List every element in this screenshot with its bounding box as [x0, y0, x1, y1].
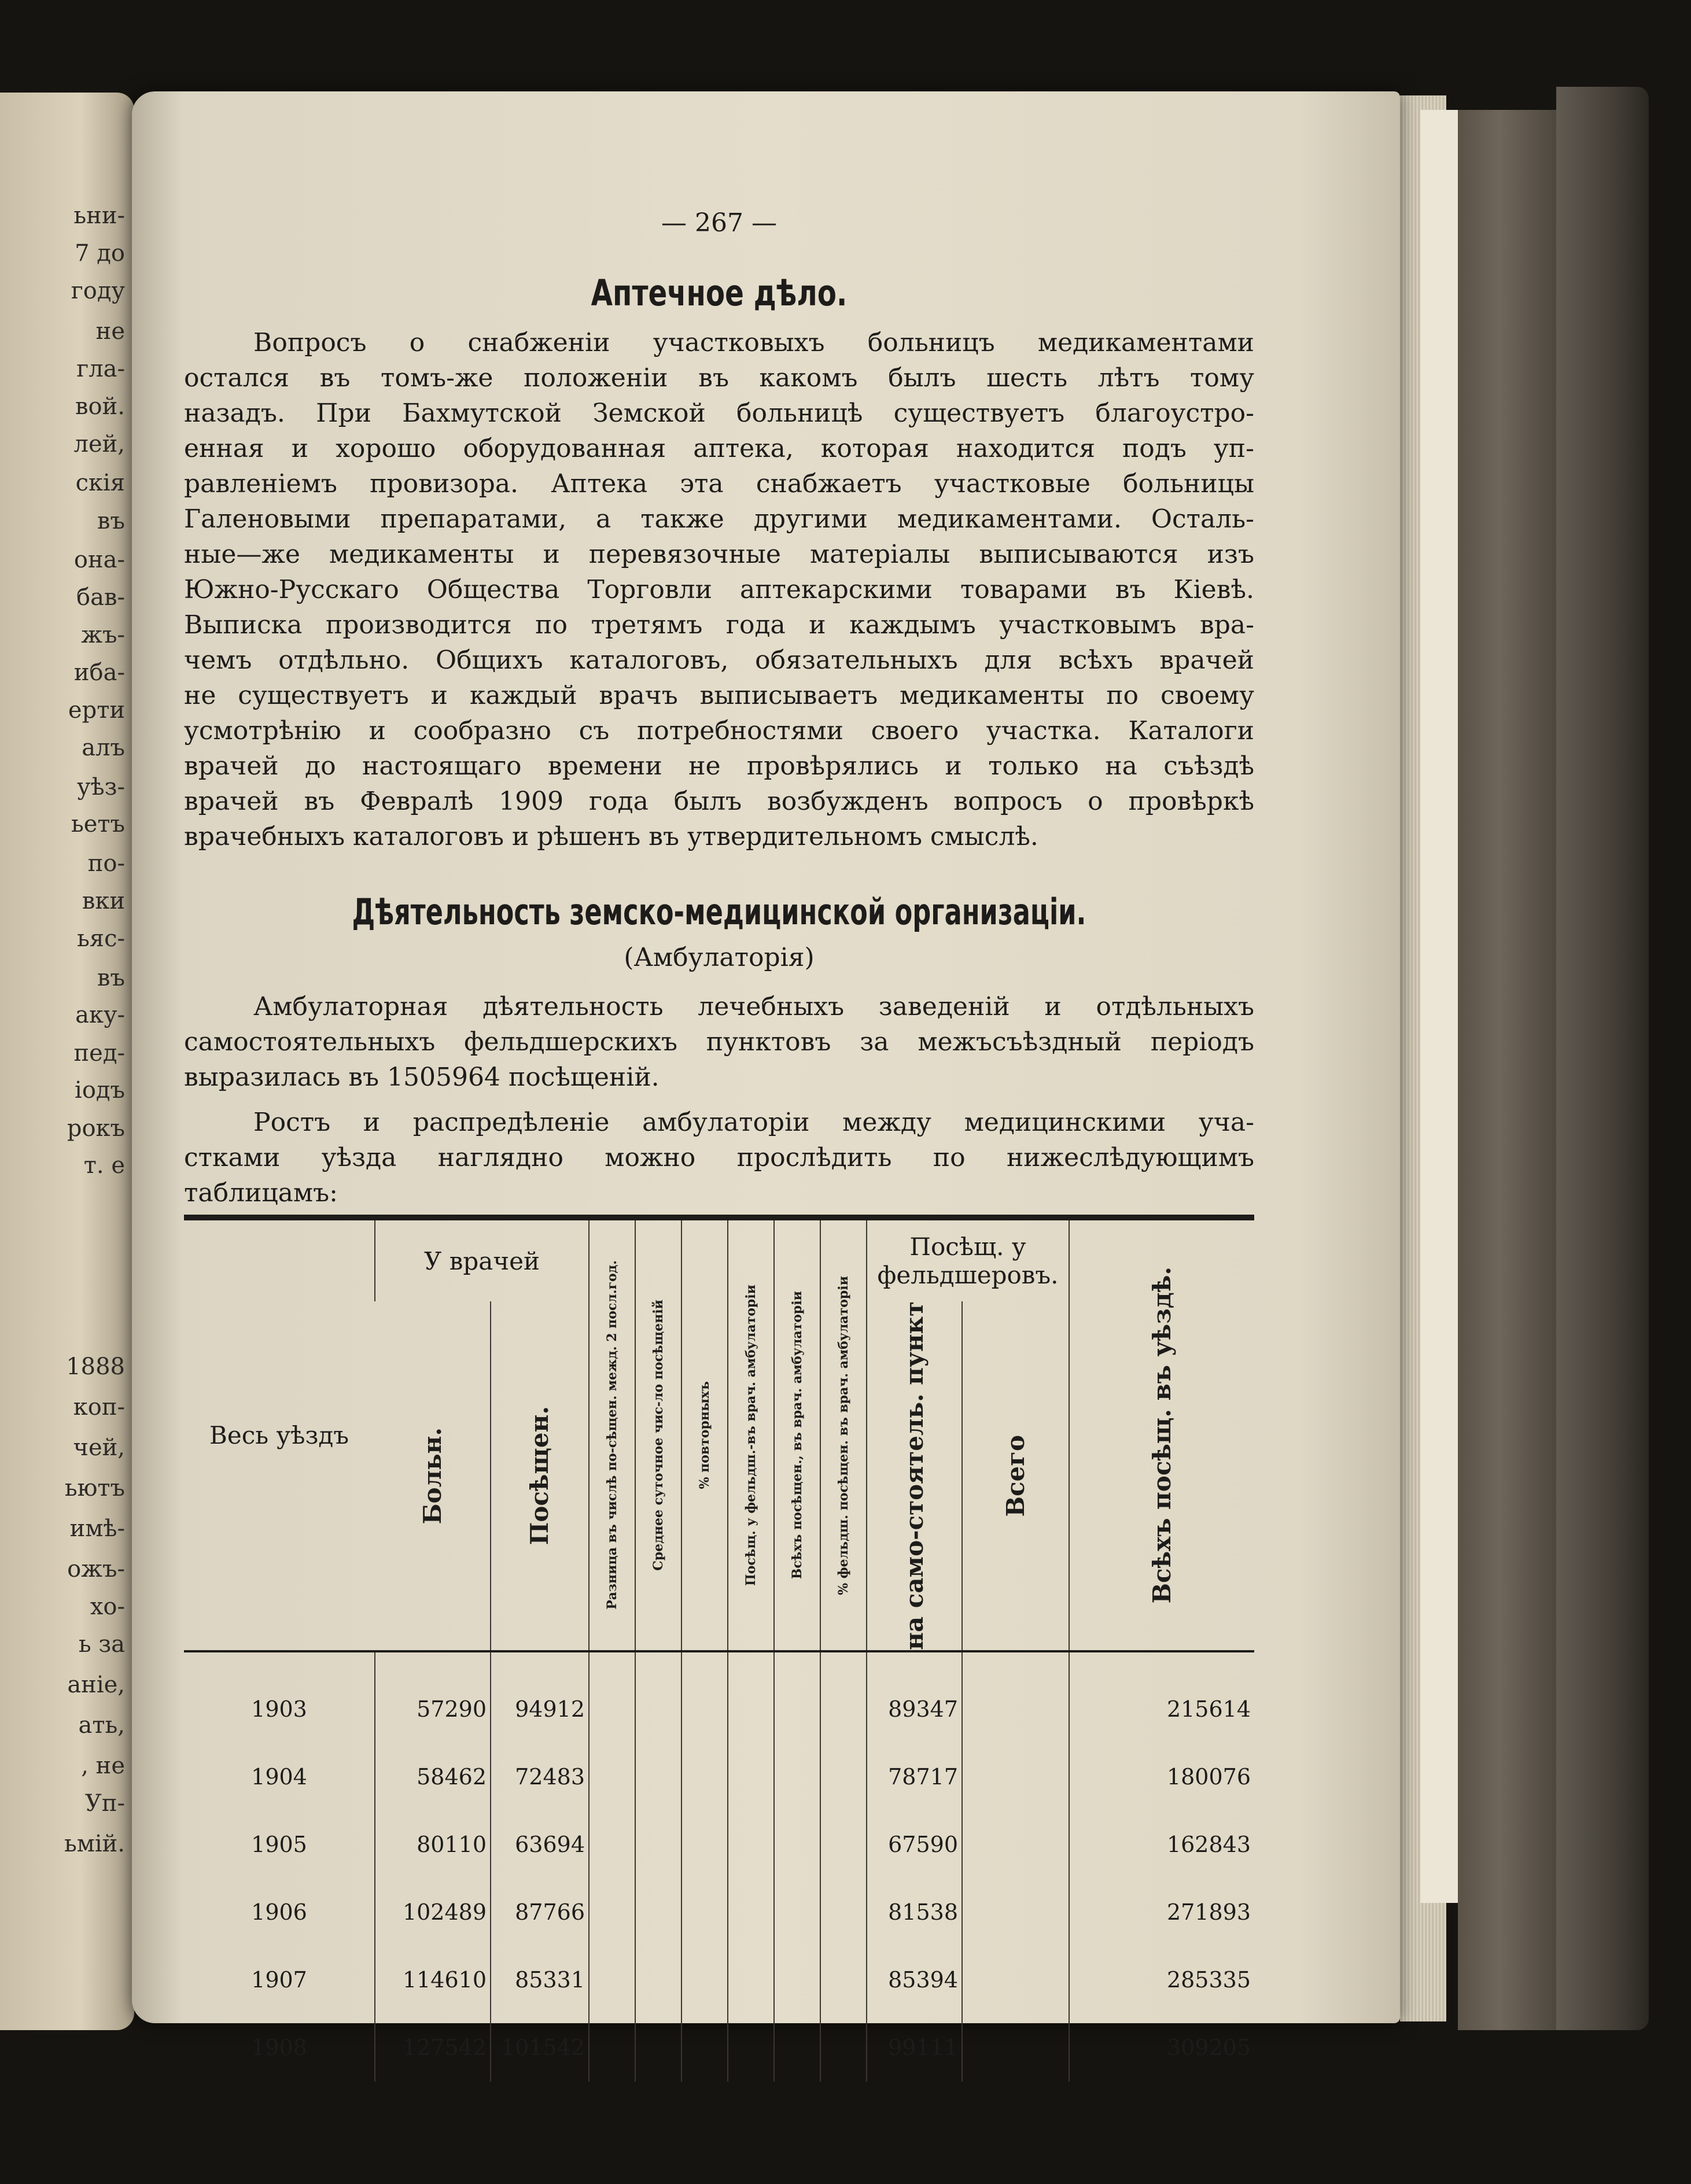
empty-cell: [962, 1946, 1069, 2014]
patients-cell: 127542: [375, 2014, 491, 2082]
left-page-fragment: чей,: [73, 1434, 125, 1461]
empty-cell: [774, 1651, 820, 1743]
independent-cell: 81538: [867, 1879, 962, 1946]
empty-cell: [589, 2014, 635, 2082]
left-page-fragment: ерти: [68, 697, 125, 724]
empty-cell: [728, 1811, 774, 1879]
col-pct-feldsher: % фельдш. посѣщен. въ врач. амбулаторіи: [820, 1218, 867, 1651]
activity-subheading: (Амбулаторія): [624, 943, 815, 972]
book-spine: [1458, 110, 1562, 2030]
text-line: чемъ отдѣльно. Общихъ каталоговъ, обязательныхъ для всѣхъ врачей: [184, 645, 1254, 675]
text-line: стками уѣзда наглядно можно прослѣдить по нижеслѣдующимъ: [184, 1143, 1254, 1172]
page-number: — 267 —: [661, 208, 777, 238]
patients-cell: 80110: [375, 1811, 491, 1879]
left-page-fragment: 7 до: [75, 240, 125, 267]
visits-cell: 101542: [491, 2014, 589, 2082]
text-line: врачей въ Февралѣ 1909 года былъ возбужденъ вопросъ о провѣркѣ: [184, 787, 1254, 816]
visits-cell: 85331: [491, 1946, 589, 2014]
empty-cell: [589, 1811, 635, 1879]
left-page-fragment: жъ-: [81, 622, 125, 648]
year-cell: 1904: [251, 1764, 307, 1790]
left-page-fragment: она-: [73, 547, 125, 573]
text-line: енная и хорошо оборудованная аптека, которая находится подъ уп-: [184, 434, 1254, 463]
text-line: Выписка производится по третямъ года и каждымъ участковымъ вра-: [184, 610, 1254, 640]
visits-cell: 94912: [491, 1651, 589, 1743]
col-daily-avg: Среднее суточное чис-ло посѣщеній: [635, 1218, 681, 1651]
left-page-fragment: ь за: [78, 1631, 125, 1658]
patients-cell: 102489: [375, 1879, 491, 1946]
left-page-fragment: уѣз-: [77, 774, 125, 800]
table-row: [184, 1811, 1254, 1879]
empty-cell: [728, 1743, 774, 1811]
empty-cell: [774, 2014, 820, 2082]
year-cell: 1907: [251, 1967, 307, 1993]
left-page-fragment: бав-: [76, 584, 125, 611]
left-page-fragment: рокъ: [67, 1115, 125, 1142]
left-page-fragment: аку-: [75, 1002, 125, 1028]
independent-cell: 85394: [867, 1946, 962, 2014]
table-header: [184, 1218, 1254, 1651]
total-cell: 271893: [1069, 1879, 1254, 1946]
col-patients: Больн.: [418, 1427, 447, 1525]
page-tab: [1420, 110, 1464, 1903]
left-page-fragment: 1888: [66, 1353, 125, 1380]
left-page-fragment: лей,: [73, 431, 125, 458]
left-page-fragment: аніе,: [67, 1672, 125, 1698]
col-feldsher-group: Посѣщ. у фельдшеровъ.: [867, 1218, 1069, 1301]
total-cell: 285335: [1069, 1946, 1254, 2014]
left-page-fragment: вой.: [75, 393, 125, 420]
table-row: [184, 1946, 1254, 2014]
text-line: врачебныхъ каталоговъ и рѣшенъ въ утвердительномъ смыслѣ.: [184, 822, 1038, 851]
empty-cell: [774, 1743, 820, 1811]
text-line: Южно-Русскаго Общества Торговли аптекарскими товарами въ Кіевѣ.: [184, 575, 1254, 604]
year-cell: 1903: [251, 1696, 307, 1722]
patients-cell: 58462: [375, 1743, 491, 1811]
text-line: не существуетъ и каждый врачъ выписываетъ медикаменты по своему: [184, 681, 1254, 710]
left-page-fragment: алъ: [82, 735, 125, 761]
total-cell: 162843: [1069, 1811, 1254, 1879]
col-doctors-group: У врачей: [375, 1218, 589, 1301]
empty-cell: [681, 1946, 728, 2014]
empty-cell: [820, 1743, 867, 1811]
left-page-fragment: Уп-: [84, 1790, 125, 1817]
empty-cell: [681, 1879, 728, 1946]
empty-cell: [728, 2014, 774, 2082]
col-pct-repeat: % повторныхъ: [681, 1218, 728, 1651]
left-page-fragment: не: [95, 318, 125, 345]
empty-cell: [774, 1879, 820, 1946]
table-row: [184, 2014, 1254, 2082]
empty-cell: [820, 1946, 867, 2014]
empty-cell: [681, 1743, 728, 1811]
apothecary-heading: Аптечное дѣло.: [591, 272, 848, 314]
empty-cell: [635, 1811, 681, 1879]
left-page-fragment: хо-: [90, 1593, 125, 1620]
text-line: назадъ. При Бахмутской Земской больницѣ существуетъ благоустро-: [184, 399, 1254, 428]
empty-cell: [728, 1651, 774, 1743]
independent-cell: 67590: [867, 1811, 962, 1879]
text-line: самостоятельныхъ фельдшерскихъ пунктовъ за межъсъѣздный періодъ: [184, 1027, 1254, 1057]
empty-cell: [681, 1651, 728, 1743]
left-page-fragment: ьютъ: [64, 1475, 125, 1502]
activity-paragraph-2: [184, 1105, 1254, 1211]
empty-cell: [589, 1946, 635, 2014]
col-all-visits-clinic: Всѣхъ посѣщен., въ врач. амбулаторіи: [774, 1218, 820, 1651]
independent-cell: 99111: [867, 2014, 962, 2082]
total-cell: 215614: [1069, 1651, 1254, 1743]
text-line: Амбулаторная дѣятельность лечебныхъ заведеній и отдѣльныхъ: [253, 992, 1254, 1021]
left-page-fragment: ьяс-: [77, 925, 125, 952]
left-page-fragment: іодъ: [75, 1077, 125, 1104]
empty-cell: [635, 1879, 681, 1946]
empty-cell: [820, 1651, 867, 1743]
empty-cell: [681, 1811, 728, 1879]
year-cell: 1906: [251, 1899, 307, 1925]
table-row: [184, 1743, 1254, 1811]
left-page-fragment: пед-: [73, 1040, 125, 1067]
left-page-fragment: иба-: [73, 659, 125, 686]
empty-cell: [962, 1811, 1069, 1879]
empty-cell: [962, 1651, 1069, 1743]
left-page-fragment: , не: [81, 1753, 125, 1779]
left-page-fragment: гла-: [76, 356, 125, 382]
visits-cell: 72483: [491, 1743, 589, 1811]
col-all-district: Всѣхъ посѣщ. въ уѣздѣ.: [1069, 1218, 1254, 1651]
empty-cell: [681, 2014, 728, 2082]
left-page-fragment: имѣ-: [69, 1515, 125, 1542]
left-page-fragment: ожъ-: [67, 1556, 125, 1582]
empty-cell: [589, 1743, 635, 1811]
left-page-fragment: ьетъ: [71, 811, 125, 838]
left-page-fragment: ать,: [78, 1712, 125, 1739]
empty-cell: [962, 2014, 1069, 2082]
year-cell: 1908: [251, 2035, 307, 2061]
left-page-fragment: коп-: [73, 1394, 125, 1421]
left-page-fragment: ьмій.: [64, 1831, 125, 1857]
text-line: усмотрѣнію и сообразно съ потребностями своего участка. Каталоги: [184, 716, 1254, 746]
text-line: врачей до настоящаго времени не провѣрялись и только на съѣздѣ: [184, 751, 1254, 781]
empty-cell: [962, 1743, 1069, 1811]
left-page-fragment: скія: [75, 470, 125, 496]
text-line: таблицамъ:: [184, 1178, 338, 1208]
activity-paragraph-1: [184, 989, 1254, 1095]
empty-cell: [635, 1946, 681, 2014]
empty-cell: [589, 1879, 635, 1946]
left-page-fragment: году: [71, 278, 125, 304]
apothecary-paragraph: [184, 325, 1254, 854]
empty-cell: [962, 1879, 1069, 1946]
left-page-fragment: ьни-: [73, 202, 125, 229]
text-line: Вопросъ о снабженіи участковыхъ больницъ медикаментами: [253, 328, 1254, 357]
col-district: Весь уѣздъ: [184, 1218, 375, 1651]
year-cell: 1905: [251, 1832, 307, 1858]
visits-cell: 87766: [491, 1879, 589, 1946]
empty-cell: [635, 1743, 681, 1811]
book-cover-edge: [1556, 87, 1649, 2030]
table-body: [184, 1651, 1254, 2082]
patients-cell: 114610: [375, 1946, 491, 2014]
empty-cell: [820, 2014, 867, 2082]
text-line: Галеновыми препаратами, а также другими медикаментами. Осталь-: [184, 504, 1254, 534]
independent-cell: 89347: [867, 1651, 962, 1743]
text-line: остался въ томъ-же положеніи въ какомъ былъ шесть лѣтъ тому: [184, 363, 1254, 393]
empty-cell: [774, 1946, 820, 2014]
text-line: Ростъ и распредѣленіе амбулаторіи между медицинскими уча-: [253, 1108, 1254, 1137]
activity-heading: Дѣятельность земско-медицинской организаціи.: [352, 891, 1086, 933]
left-page-fragment: по-: [87, 850, 125, 877]
visits-cell: 63694: [491, 1811, 589, 1879]
ambulatory-table: [184, 1215, 1254, 2082]
left-page-fragment: вки: [82, 888, 125, 914]
empty-cell: [589, 1651, 635, 1743]
independent-cell: 78717: [867, 1743, 962, 1811]
text-line: выразилась въ 1505964 посѣщеній.: [184, 1063, 660, 1092]
empty-cell: [820, 1879, 867, 1946]
empty-cell: [728, 1879, 774, 1946]
text-line: ные—же медикаменты и перевязочные матеріалы выписываются изъ: [184, 540, 1254, 569]
left-page-fragment: въ: [97, 508, 125, 534]
col-total-feldsher: Всего: [962, 1301, 1069, 1651]
col-visits: Посѣщен.: [491, 1301, 589, 1651]
empty-cell: [820, 1811, 867, 1879]
col-independent: на само-стоятель. пункт: [867, 1301, 962, 1651]
left-page-fragment: т. е: [83, 1152, 125, 1179]
total-cell: 180076: [1069, 1743, 1254, 1811]
total-cell: 309205: [1069, 2014, 1254, 2082]
col-visits-feldsher: Посѣщ. у фельдш.-въ врач. амбулаторіи: [728, 1218, 774, 1651]
empty-cell: [728, 1946, 774, 2014]
col-difference: Разница въ числѣ по-сѣщен. межд. 2 посл.год.: [589, 1218, 635, 1651]
left-page: [0, 93, 134, 2030]
text-line: равленіемъ провизора. Аптека эта снабжаетъ участковые больницы: [184, 469, 1254, 499]
empty-cell: [774, 1811, 820, 1879]
left-page-fragment: въ: [97, 965, 125, 991]
empty-cell: [635, 1651, 681, 1743]
patients-cell: 57290: [375, 1651, 491, 1743]
table-row: [184, 1651, 1254, 1743]
empty-cell: [635, 2014, 681, 2082]
table-row: [184, 1879, 1254, 1946]
